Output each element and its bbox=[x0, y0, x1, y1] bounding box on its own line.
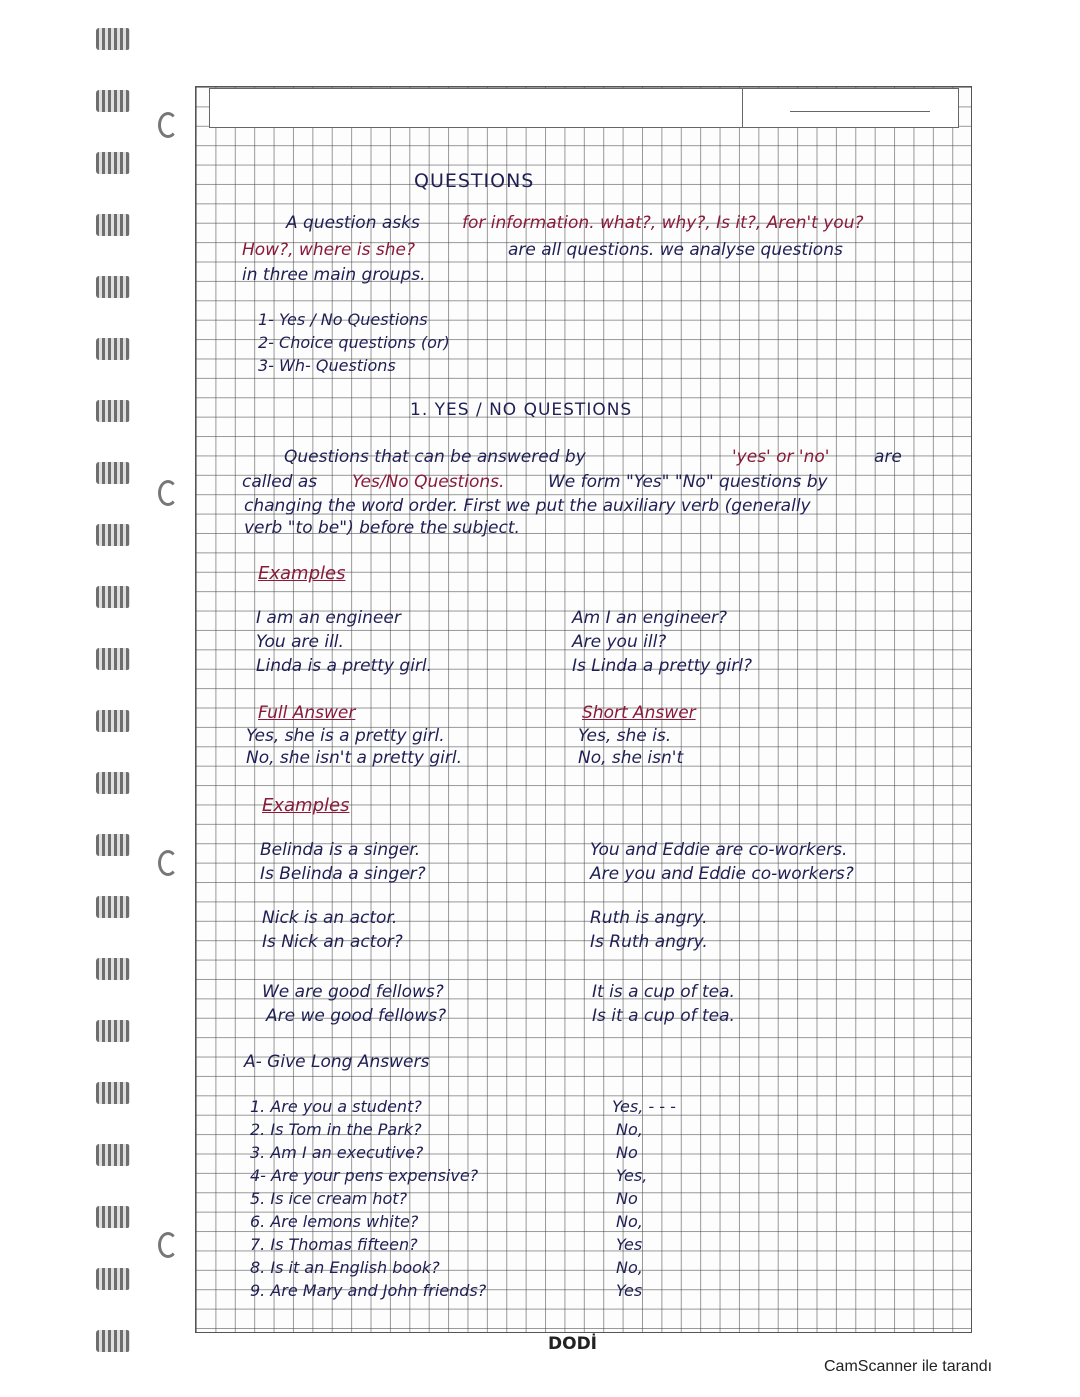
section-text-l2c: We form "Yes" "No" questions by bbox=[548, 472, 828, 492]
spiral-ring bbox=[96, 400, 130, 422]
exercise-question: 6. Are lemons white? bbox=[250, 1212, 419, 1231]
spiral-ring bbox=[96, 1268, 130, 1290]
exercise-question: 9. Are Mary and John friends? bbox=[250, 1281, 487, 1300]
group-item: 1- Yes / No Questions bbox=[258, 310, 428, 329]
spiral-ring bbox=[96, 896, 130, 918]
spiral-ring bbox=[96, 648, 130, 670]
short-answer: No, she isn't bbox=[578, 748, 684, 768]
section-text-l4: verb "to be") before the subject. bbox=[244, 518, 520, 538]
spiral-ring bbox=[96, 276, 130, 298]
exercise-question: 1. Are you a student? bbox=[250, 1097, 422, 1116]
section-title: 1. YES / NO QUESTIONS bbox=[410, 400, 633, 420]
group-item: 2- Choice questions (or) bbox=[258, 333, 450, 352]
binder-hole bbox=[158, 850, 178, 876]
intro-line2b: are all questions. we analyse questions bbox=[508, 240, 843, 260]
example-statement: We are good fellows? bbox=[262, 982, 444, 1002]
short-answer: Yes, she is. bbox=[578, 726, 672, 746]
examples-label: Examples bbox=[262, 795, 350, 816]
spiral-ring bbox=[96, 90, 130, 112]
exercise-answer: No, bbox=[616, 1120, 643, 1139]
intro-line1b: for information. what?, why?, Is it?, Aren't you? bbox=[462, 213, 864, 233]
exercise-question: 5. Is ice cream hot? bbox=[250, 1189, 408, 1208]
intro-line2a: How?, where is she? bbox=[242, 240, 416, 260]
full-answer: No, she isn't a pretty girl. bbox=[246, 748, 463, 768]
spiral-ring bbox=[96, 28, 130, 50]
example-question: Is Linda a pretty girl? bbox=[572, 656, 752, 676]
section-text-l1b: 'yes' or 'no' bbox=[732, 447, 830, 467]
section-text-l1c: are bbox=[874, 447, 902, 467]
example-statement: Linda is a pretty girl. bbox=[256, 656, 433, 676]
example-statement: It is a cup of tea. bbox=[592, 982, 735, 1002]
intro-line3: in three main groups. bbox=[242, 265, 426, 285]
example-statement: Belinda is a singer. bbox=[260, 840, 421, 860]
section-text-l1a: Questions that can be answered by bbox=[284, 447, 586, 467]
exercise-question: 7. Is Thomas fifteen? bbox=[250, 1235, 418, 1254]
binder-hole bbox=[158, 112, 178, 138]
exercise-label: A- Give Long Answers bbox=[244, 1052, 430, 1072]
exercise-answer: No bbox=[616, 1143, 638, 1162]
section-text-l2a: called as bbox=[242, 472, 318, 492]
exercise-answer: Yes bbox=[616, 1235, 643, 1254]
examples-label: Examples bbox=[258, 563, 346, 584]
spiral-ring bbox=[96, 524, 130, 546]
spiral-ring bbox=[96, 958, 130, 980]
exercise-answer: Yes, - - - bbox=[612, 1097, 676, 1116]
spiral-ring bbox=[96, 1082, 130, 1104]
example-question: Is Nick an actor? bbox=[262, 932, 403, 952]
exercise-answer: Yes bbox=[616, 1281, 643, 1300]
spiral-ring bbox=[96, 462, 130, 484]
exercise-answer: No bbox=[616, 1189, 638, 1208]
example-question: Are you ill? bbox=[572, 632, 667, 652]
example-statement: You and Eddie are co-workers. bbox=[590, 840, 848, 860]
intro-line1a: A question asks bbox=[286, 213, 420, 233]
header-box bbox=[209, 88, 959, 128]
header-rule bbox=[790, 111, 930, 112]
exercise-question: 2. Is Tom in the Park? bbox=[250, 1120, 422, 1139]
spiral-ring bbox=[96, 1330, 130, 1352]
spiral-ring bbox=[96, 710, 130, 732]
example-question: Is it a cup of tea. bbox=[592, 1006, 735, 1026]
example-statement: You are ill. bbox=[256, 632, 344, 652]
example-question: Is Belinda a singer? bbox=[260, 864, 426, 884]
notebook-brand: DODİ bbox=[548, 1334, 597, 1354]
section-text-l3: changing the word order. First we put the auxiliary verb (generally bbox=[244, 496, 811, 516]
group-item: 3- Wh- Questions bbox=[258, 356, 396, 375]
binder-hole bbox=[158, 1232, 178, 1258]
example-statement: Nick is an actor. bbox=[262, 908, 398, 928]
example-question: Are we good fellows? bbox=[266, 1006, 447, 1026]
exercise-question: 4- Are your pens expensive? bbox=[250, 1166, 479, 1185]
spiral-ring bbox=[96, 1144, 130, 1166]
header-divider bbox=[742, 89, 743, 127]
full-answer-label: Full Answer bbox=[258, 703, 356, 723]
example-question: Are you and Eddie co-workers? bbox=[590, 864, 854, 884]
spiral-ring bbox=[96, 1206, 130, 1228]
example-question: Am I an engineer? bbox=[572, 608, 728, 628]
section-text-l2b: Yes/No Questions. bbox=[352, 472, 505, 492]
short-answer-label: Short Answer bbox=[582, 703, 696, 723]
spiral-ring bbox=[96, 586, 130, 608]
scanner-watermark: CamScanner ile tarandı bbox=[824, 1358, 993, 1375]
binder-hole bbox=[158, 480, 178, 506]
spiral-ring bbox=[96, 772, 130, 794]
spiral-ring bbox=[96, 338, 130, 360]
full-answer: Yes, she is a pretty girl. bbox=[246, 726, 445, 746]
exercise-answer: No, bbox=[616, 1258, 643, 1277]
exercise-question: 8. Is it an English book? bbox=[250, 1258, 440, 1277]
example-statement: I am an engineer bbox=[256, 608, 401, 628]
spiral-binding bbox=[96, 18, 136, 1358]
spiral-ring bbox=[96, 214, 130, 236]
spiral-ring bbox=[96, 152, 130, 174]
example-question: Is Ruth angry. bbox=[590, 932, 708, 952]
exercise-answer: No, bbox=[616, 1212, 643, 1231]
exercise-question: 3. Am I an executive? bbox=[250, 1143, 424, 1162]
exercise-answer: Yes, bbox=[616, 1166, 648, 1185]
page-title: QUESTIONS bbox=[414, 170, 535, 192]
example-statement: Ruth is angry. bbox=[590, 908, 708, 928]
spiral-ring bbox=[96, 834, 130, 856]
spiral-ring bbox=[96, 1020, 130, 1042]
